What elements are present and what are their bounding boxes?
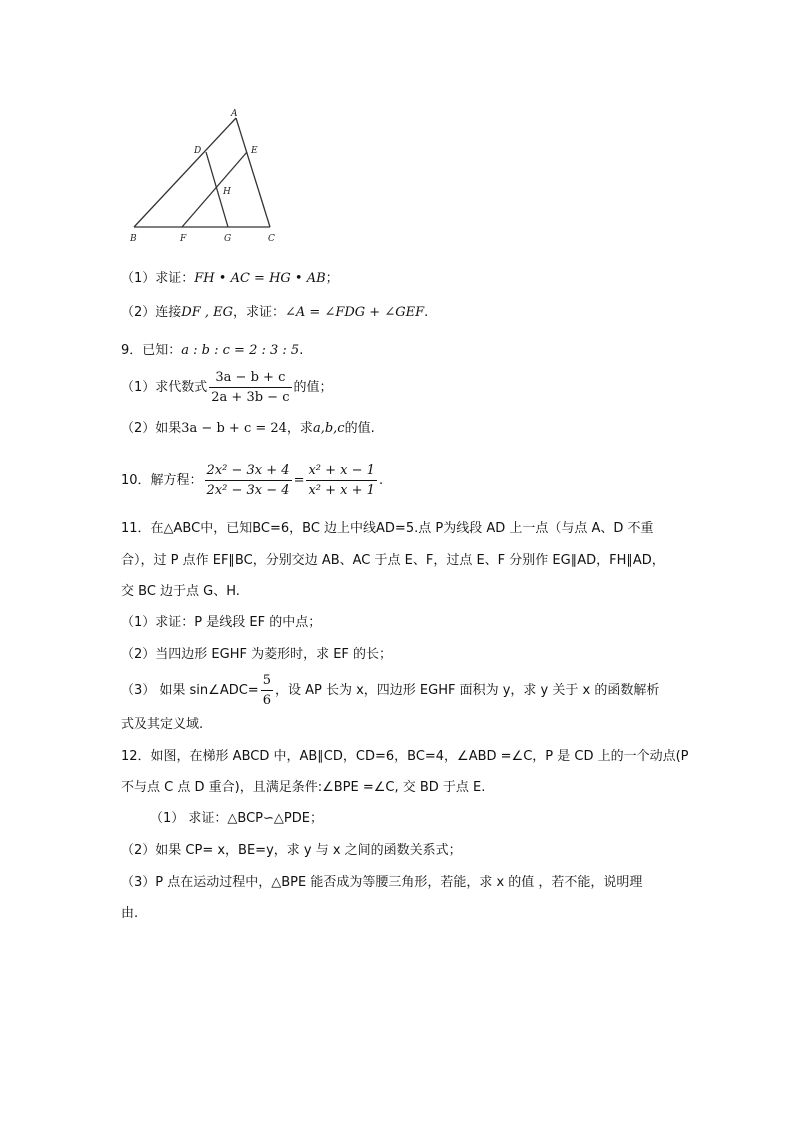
segment-ac [236,118,270,227]
q9-statement [121,342,303,360]
segment-ab [134,118,236,227]
q9-part1-denominator: 2a + 3b − c [211,390,290,405]
point-label-a: A [231,109,238,119]
q11-part3 [121,672,659,709]
q11-line1: 11．在△ABC中，已知BC=6，BC 边上中线AD=5.点 P为线段 AD 上一点（与点 A、D 不重 [121,521,654,536]
q9-part2-suffix: 的值. [344,421,375,436]
q8-part1-suffix: ； [325,271,339,286]
q11-line3: 交 BC 边于点 G、H. [121,584,240,599]
q12-part1: （1） 求证：△BCP∽△PDE； [150,811,323,826]
q12-line1: 12．如图，在梯形 ABCD 中，AB∥CD，CD=6，BC=4，∠ABD =∠C，P 是 CD 上的一个动点(P [121,749,689,764]
q8-part2-mid: ，求证： [233,305,286,320]
q8-part2-suffix: . [424,305,429,320]
point-label-b: B [130,234,137,244]
q10-equals: = [293,473,305,488]
q11-line2: 合），过 P 点作 EF∥BC，分别交边 AB、AC 于点 E、F，过点 E、F 分别作 EG∥AD，FH∥AD， [121,553,665,568]
q9-part2-prefix: （2）如果 [121,421,182,436]
q9-part2-math: 3a − b + c = 24 [181,421,287,436]
triangle-figure [126,106,286,246]
q11-part3-prefix: （3） 如果 sin∠ADC= [121,683,259,698]
q9-part1-prefix: （1）求代数式 [121,380,208,395]
q10-equation [121,462,383,499]
point-label-e: E [251,146,258,156]
q11-part2: （2）当四边形 EGHF 为菱形时，求 EF 的长； [121,647,393,662]
point-label-d: D [194,146,202,156]
q12-line2: 不与点 C 点 D 重合)，且满足条件:∠BPE =∠C, 交 BD 于点 E. [121,780,486,795]
q9-part1 [121,369,333,406]
q10-lhs-denominator: 2x² − 3x − 4 [206,483,290,498]
q9-part2-mid: ，求 [286,421,313,436]
q10-suffix: . [378,473,384,488]
point-label-f: F [180,234,187,244]
q9-part1-suffix: 的值； [293,380,333,395]
q9-part1-fraction [209,369,291,406]
q8-part2-prefix: （2）连接 [121,305,182,320]
q11-part1: （1）求证：P 是线段 EF 的中点； [121,615,322,630]
q10-lhs-fraction [205,462,292,499]
q10-rhs-numerator: x² + x − 1 [306,462,376,481]
q11-part3-denominator: 6 [262,693,271,708]
q8-part2-math-a: DF , EG [181,305,233,320]
q8-part2 [121,304,428,322]
q12-part3: （3）P 点在运动过程中，△BPE 能否成为等腰三角形，若能，求 x 的值 ，若不能，说明理 [121,875,643,890]
q10-lhs-numerator: 2x² − 3x + 4 [205,462,292,481]
q9-part1-numerator: 3a − b + c [209,369,291,388]
q8-part1 [121,270,339,288]
q9-part2 [121,420,375,438]
q12-part3-line2: 由. [121,906,139,921]
q9-math: a : b : c = 2 : 3 : 5 [181,343,300,358]
segment-ef [182,152,247,227]
point-label-g: G [224,234,232,244]
q9-prefix: 9．已知： [121,343,182,358]
q12-part2: （2）如果 CP= x，BE=y，求 y 与 x 之间的函数关系式； [121,843,462,858]
q9-suffix: . [299,343,304,358]
point-label-c: C [268,234,275,244]
q9-part2-math-b: a,b,c [312,421,345,436]
q11-part3-numerator: 5 [261,672,273,691]
q8-part1-prefix: （1）求证： [121,271,195,286]
q11-part3-line2: 式及其定义域. [121,717,204,732]
q10-prefix: 10．解方程： [121,473,203,488]
q11-part3-fraction [261,672,273,709]
q8-part2-math-b: ∠A = ∠FDG + ∠GEF [285,305,425,320]
point-label-h: H [223,187,231,197]
q10-rhs-fraction [306,462,376,499]
q8-part1-math: FH • AC = HG • AB [194,271,326,286]
q11-part3-suffix: ，设 AP 长为 x，四边形 EGHF 面积为 y，求 y 关于 x 的函数解析 [274,683,660,698]
q10-rhs-denominator: x² + x + 1 [308,483,375,498]
